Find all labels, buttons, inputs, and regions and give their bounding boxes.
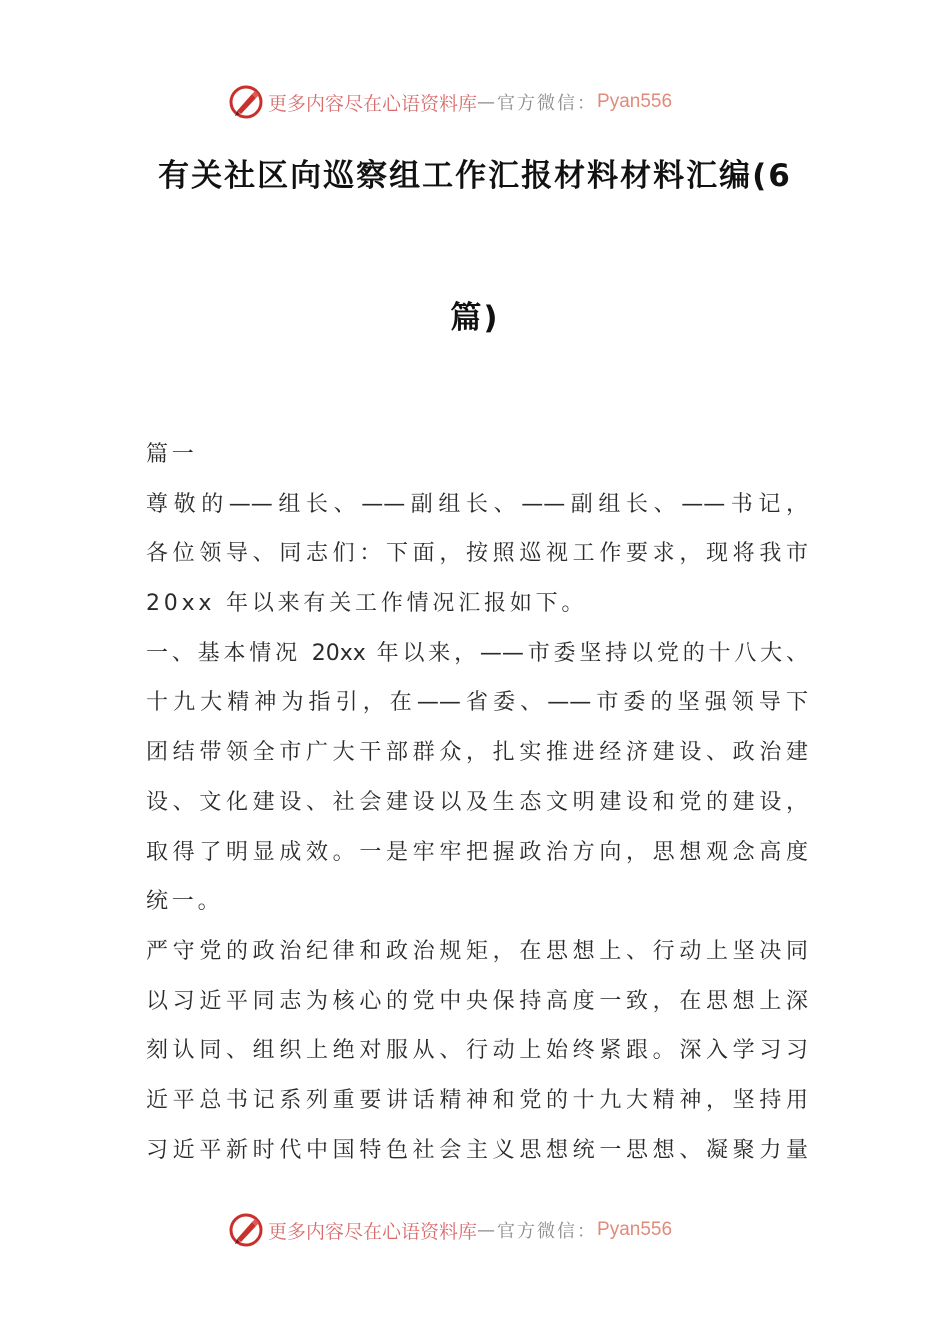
body-line: 设、文化建设、社会建设以及生态文明建设和党的建设， bbox=[146, 789, 808, 815]
body-line: 统一。 bbox=[146, 889, 224, 915]
body-line: 十九大精神为指引，在——省委、——市委的坚强领导下 bbox=[146, 690, 808, 716]
body-line: 取得了明显成效。一是牢牢把握政治方向，思想观念高度 bbox=[146, 839, 808, 865]
watermark-id: Pyan556 bbox=[597, 1219, 673, 1240]
pen-logo-icon bbox=[228, 1212, 264, 1248]
watermark-dash: — bbox=[477, 91, 498, 113]
watermark-header bbox=[228, 82, 672, 122]
document-title-line-2: 篇) bbox=[450, 300, 500, 336]
body-line: 近平总书记系列重要讲话精神和党的十九大精神，坚持用 bbox=[146, 1087, 808, 1113]
body-line: 刻认同、组织上绝对服从、行动上始终紧跟。深入学习习 bbox=[146, 1038, 808, 1064]
body-line: 各位领导、同志们：下面，按照巡视工作要求，现将我市 bbox=[146, 541, 808, 567]
body-line: 以习近平同志为核心的党中央保持高度一致，在思想上深 bbox=[146, 988, 808, 1014]
watermark-label: 官方微信： bbox=[497, 93, 598, 114]
pen-logo-icon bbox=[228, 84, 264, 120]
watermark-slogan: 更多内容尽在心语资料库 bbox=[268, 1220, 478, 1243]
watermark-footer bbox=[228, 1210, 672, 1250]
body-line: 团结带领全市广大干部群众，扎实推进经济建设、政治建 bbox=[146, 740, 808, 766]
body-line: 一、基本情况 20xx 年以来，——市委坚持以党的十八大、 bbox=[146, 640, 808, 666]
body-line: 严守党的政治纪律和政治规矩，在思想上、行动上坚决同 bbox=[146, 938, 808, 964]
document-title-line-1: 有关社区向巡察组工作汇报材料材料汇编(6 bbox=[158, 158, 792, 194]
body-line: 20xx 年以来有关工作情况汇报如下。 bbox=[146, 591, 588, 617]
watermark-dash: — bbox=[477, 1219, 498, 1241]
watermark-label: 官方微信： bbox=[497, 1221, 598, 1242]
document-body bbox=[146, 430, 808, 1175]
body-line: 习近平新时代中国特色社会主义思想统一思想、凝聚力量 bbox=[146, 1137, 808, 1163]
watermark-id: Pyan556 bbox=[597, 91, 673, 112]
watermark-slogan: 更多内容尽在心语资料库 bbox=[268, 92, 478, 115]
body-line: 尊敬的——组长、——副组长、——副组长、——书记， bbox=[146, 491, 808, 517]
body-line: 篇一 bbox=[146, 442, 198, 467]
